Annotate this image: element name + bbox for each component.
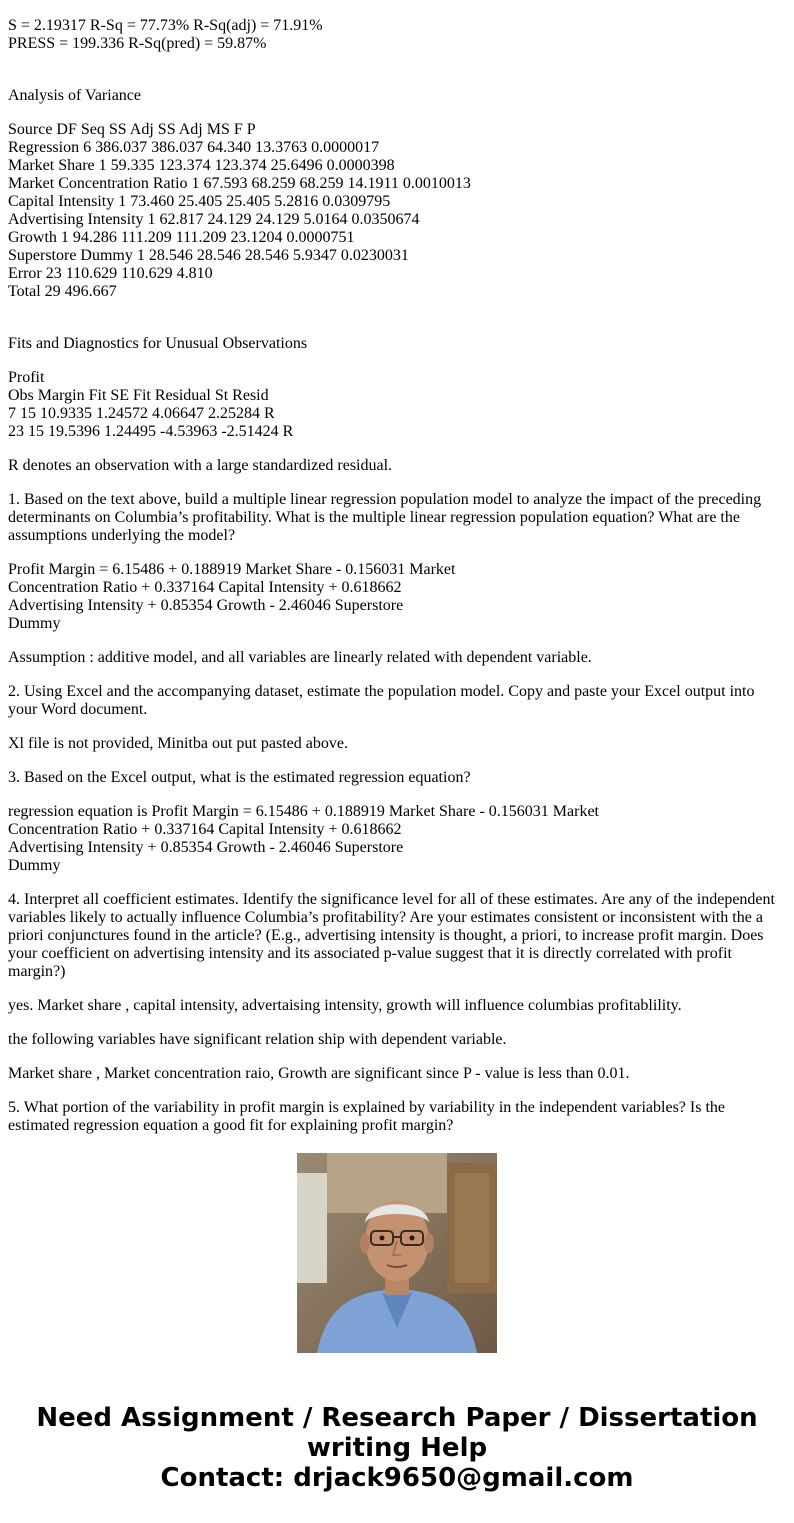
question-5: 5. What portion of the variability in profit margin is explained by variability in the independent variables? Is the estimated regression equation a good fit for explaining profit margin?: [8, 1099, 725, 1134]
q4-answer-3: Market share , Market concentration raio, Growth are significant since P - value is less than 0.01.: [8, 1065, 630, 1082]
question-4: 4. Interpret all coefficient estimates. Identify the significance level for all of these estimates. Are any of the independent variables likely to actually influence Columbia’s profitability? Are your estimates consistent or inconsistent with the a priori conjunctures found in the article? (E.g., advertising intensity is thought, a priori, to increase profit margin. Does your coefficient on advertising intensity and its associated p-value suggest that it is directly correlated with profit margin?): [8, 891, 775, 980]
q3-equation-line-3: Advertising Intensity + 0.85354 Growth - 2.46046 Superstore: [8, 839, 404, 856]
model-summary-line-2: PRESS = 199.336 R-Sq(pred) = 59.87%: [8, 35, 267, 52]
q2-answer: Xl file is not provided, Minitba out put pasted above.: [8, 735, 348, 752]
q4-answer-1: yes. Market share , capital intensity, advertaising intensity, growth will influence columbias profitablility.: [8, 997, 682, 1014]
anova-row: Growth 1 94.286 111.209 111.209 23.1204 0.0000751: [8, 229, 355, 246]
anova-row: Superstore Dummy 1 28.546 28.546 28.546 5.9347 0.0230031: [8, 247, 409, 264]
q4-answer-2: the following variables have significant relation ship with dependent variable.: [8, 1031, 507, 1048]
unusual-label: Profit: [8, 369, 45, 386]
anova-row: Market Concentration Ratio 1 67.593 68.259 68.259 14.1911 0.0010013: [8, 175, 471, 192]
promo-line-2: writing Help: [306, 1433, 488, 1463]
model-summary-line-1: S = 2.19317 R-Sq = 77.73% R-Sq(adj) = 71.91%: [8, 17, 323, 34]
anova-row: Regression 6 386.037 386.037 64.340 13.3763 0.0000017: [8, 139, 380, 156]
anova-row: Error 23 110.629 110.629 4.810: [8, 265, 213, 282]
anova-row: Total 29 496.667: [8, 283, 117, 300]
q3-equation-line-2: Concentration Ratio + 0.337164 Capital Intensity + 0.618662: [8, 821, 402, 838]
clipped-top-line: [8, 0, 784, 9]
unusual-row: 7 15 10.9335 1.24572 4.06647 2.25284 R: [8, 405, 275, 422]
question-3: 3. Based on the Excel output, what is the estimated regression equation?: [8, 769, 471, 786]
unusual-row: 23 15 19.5396 1.24495 -4.53963 -2.51424 R: [8, 423, 294, 440]
question-1: 1. Based on the text above, build a multiple linear regression population model to analyze the impact of the preceding determinants on Columbia’s profitability. What is the multiple linear regression population equation? What are the assumptions underlying the model?: [8, 491, 762, 544]
promo-banner: [0, 1403, 794, 1493]
q1-equation-line-2: Concentration Ratio + 0.337164 Capital Intensity + 0.618662: [8, 579, 402, 596]
q3-equation-line-4: Dummy: [8, 857, 61, 874]
q3-equation-line-1: regression equation is Profit Margin = 6.15486 + 0.188919 Market Share - 0.156031 Market: [8, 803, 599, 820]
anova-row: Advertising Intensity 1 62.817 24.129 24.129 5.0164 0.0350674: [8, 211, 420, 228]
anova-header-row: Source DF Seq SS Adj SS Adj MS F P: [8, 121, 256, 138]
promo-contact: Contact: drjack9650@gmail.com: [160, 1463, 634, 1493]
anova-row: Capital Intensity 1 73.460 25.405 25.405 5.2816 0.0309795: [8, 193, 391, 210]
q1-equation-line-1: Profit Margin = 6.15486 + 0.188919 Market Share - 0.156031 Market: [8, 561, 456, 578]
anova-heading: Analysis of Variance: [8, 87, 141, 104]
q1-equation-line-4: Dummy: [8, 615, 61, 632]
q1-assumption: Assumption : additive model, and all variables are linearly related with dependent variable.: [8, 649, 592, 666]
promo-line-1: Need Assignment / Research Paper / Dissertation: [36, 1403, 758, 1433]
portrait-image: [297, 1153, 497, 1353]
unusual-observations-heading: Fits and Diagnostics for Unusual Observations: [8, 335, 308, 352]
unusual-header-row: Obs Margin Fit SE Fit Residual St Resid: [8, 387, 269, 404]
question-2: 2. Using Excel and the accompanying dataset, estimate the population model. Copy and paste your Excel output into your Word document.: [8, 683, 755, 718]
author-photo: [297, 1153, 497, 1353]
residual-note: R denotes an observation with a large standardized residual.: [8, 457, 393, 474]
q1-equation-line-3: Advertising Intensity + 0.85354 Growth - 2.46046 Superstore: [8, 597, 404, 614]
anova-row: Market Share 1 59.335 123.374 123.374 25.6496 0.0000398: [8, 157, 395, 174]
